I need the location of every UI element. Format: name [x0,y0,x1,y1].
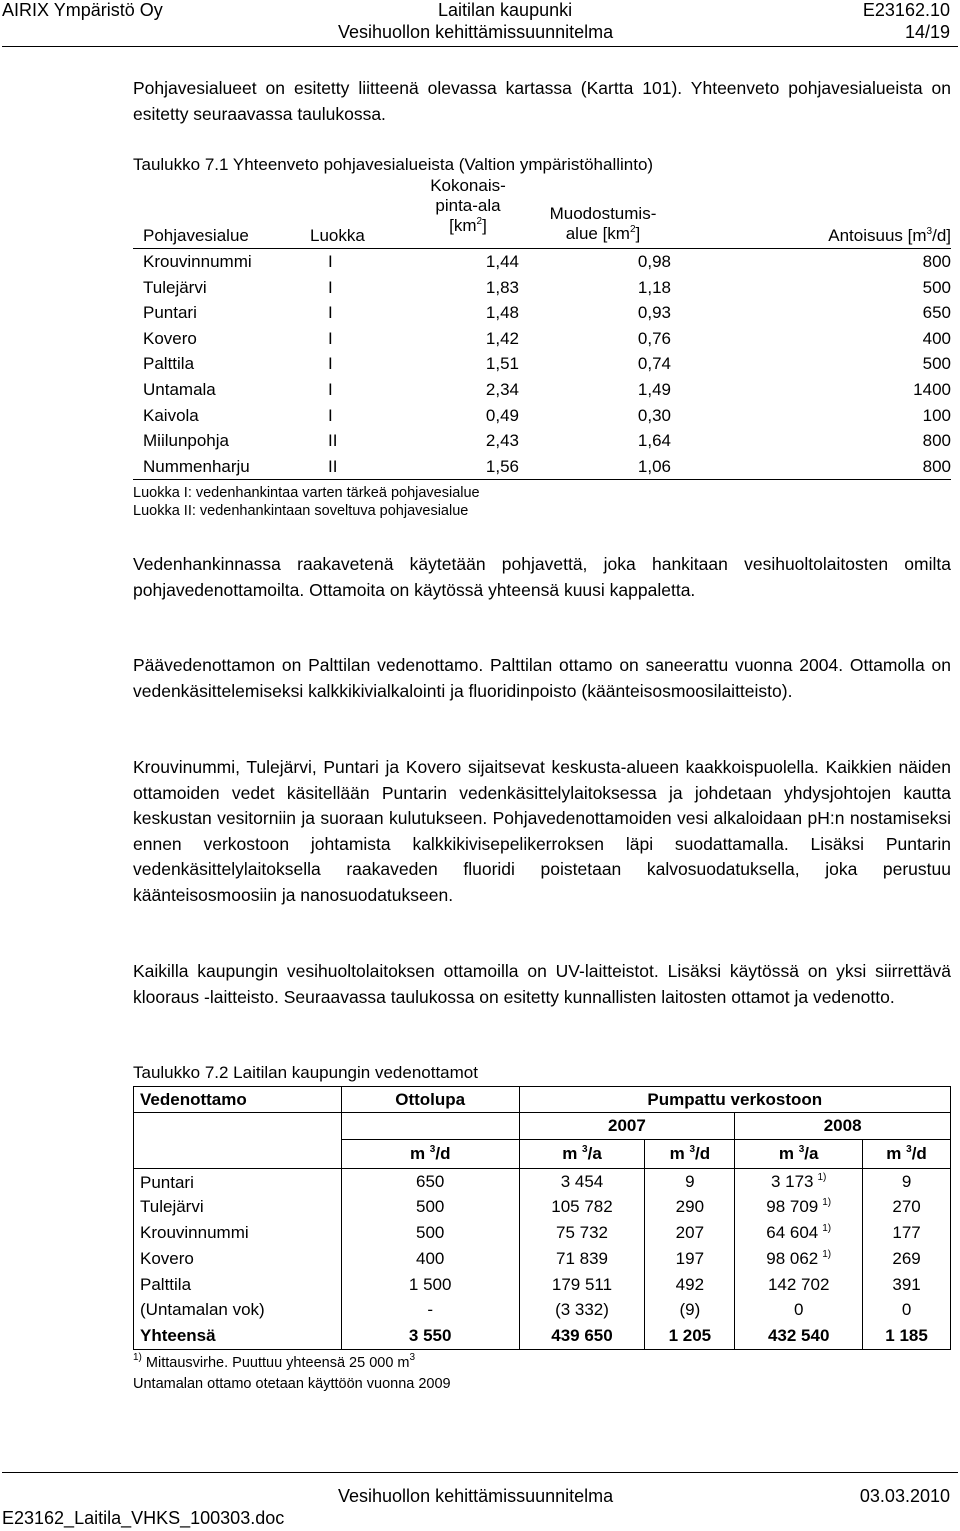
table1-cell-class: I [328,252,333,271]
table2-total-label: Yhteensä [134,1323,342,1349]
table1-header-yield: Antoisuus $[m^3/d]$ [828,226,951,245]
table2-cell-2007-year: 105 782 [519,1194,645,1220]
table1-cell-yield: 100 [922,405,951,425]
table2-unit-permit: m $^3$/d [341,1140,519,1169]
table2-cell-2008-day: 177 [863,1220,951,1246]
table2-unit-2008-d: m $^3$/d [863,1140,951,1169]
table2-header-2007: 2007 [519,1113,735,1140]
table2-cell-plant: Krouvinnummi [134,1220,342,1246]
table2-cell-2007-year: 3 454 [519,1169,645,1195]
table2-total-permit: 3 550 [341,1323,519,1349]
table2-cell-2007-day: 492 [645,1272,735,1298]
table2-value-2008-year: 98 062 [766,1248,819,1268]
table2-footnote-mark: 1) [822,1197,832,1209]
table2-cell-2007-day: 9 [645,1169,735,1195]
paragraph-main-plant: Päävedenottamon on Palttilan vedenottamo. Palttilan ottamo on saneerattu vuonna 2004. Ottamolla on vedenkäsittelemiseksi kalkkikivialkalointi ja fluoridinpoisto (käänteisosmoosilaitteisto). [133,655,951,701]
header-project-no: E23162.10 [862,0,950,20]
table1-cell-area: Puntari [143,303,197,323]
footer-date: 03.03.2010 [859,1486,950,1506]
table2-total-2008-year: 432 540 [735,1323,863,1349]
table1-cell-class: I [328,303,333,323]
table1-row [133,249,951,275]
table2-cell-2008-year [735,1220,863,1246]
table1-cell-formation-area: 0,98 [637,252,671,271]
table1-cell-formation-area: 0,30 [637,405,671,425]
table2-value-2008-year: 3 173 [770,1171,814,1191]
table1-row [133,454,951,480]
table2-cell-2007-year: 179 511 [519,1272,645,1298]
table2-value-2008-year: 64 604 [766,1222,819,1242]
table2-cell-2007-day: 197 [645,1246,735,1272]
table1-cell-formation-area: 0,76 [637,328,671,348]
table1-cell-area: Krouvinnummi [143,252,252,271]
table1-row [133,275,951,301]
table2-unit-2008-a: m $^3$/a [735,1140,863,1169]
footer-file-name: E23162_Laitila_VHKS_100303.doc [2,1508,285,1528]
table1-cell-total-area: 2,34 [485,379,519,399]
table1-body [133,249,951,479]
table1-cell-formation-area: 1,49 [637,379,671,399]
table2-caption: Taulukko 7.2 Laitilan kaupungin vedenottamot [133,1063,478,1082]
table1-cell-yield: 800 [922,456,951,476]
table2-row [134,1220,951,1246]
header-doc-title: Vesihuollon kehittämissuunnitelma [338,22,614,42]
table1-row [133,428,951,454]
table1-header-form-l2: alue $[km^2]$ [565,224,641,243]
table2-cell-permit: 1 500 [341,1272,519,1298]
table2-cell-plant: Palttila [134,1272,342,1298]
footer-doc-title: Vesihuollon kehittämissuunnitelma [338,1486,614,1506]
footer-rule [2,1472,958,1473]
table1-row [133,351,951,377]
table2-cell-permit: - [341,1297,519,1323]
table2-total-2008-day: 1 185 [863,1323,951,1349]
paragraph-treatment: Krouvinummi, Tulejärvi, Puntari ja Kovero sijaitsevat keskusta-alueen kaakkoispuolella. Kaikkien näiden ottamoiden vedet käsitellään Puntarin vedenkäsittelylaitoksessa ja johdetaan yhdysjohtojen kautta keskustan vesitorniin ja suoraan kulutukseen. Pohjavedenottamoiden vesi alkaloidaan pH:n nostamiseksi ennen verkostoon johtamista kalkkikivisepelikerroksen läpi suodattamalla. Lisäksi Puntarin vedenkäsittelylaitoksella raakaveden fluoridi poistetaan kalvosuodatuksella, joka perustuu käänteisosmoosiin ja nanosuodatukseen. [133,757,951,905]
table2-cell-plant: (Untamalan vok) [134,1297,342,1323]
table1-row [133,300,951,326]
table1-cell-area: Untamala [143,379,216,399]
table1-cell-class: II [328,431,338,451]
table2-header-permit: Ottolupa [341,1087,519,1113]
table1-cell-class: I [328,405,333,425]
table2-cell-2008-year [735,1272,863,1298]
table1-note-class1: Luokka I: vedenhankintaa varten tärkeä pohjavesialue [133,485,480,501]
table1-cell-class: I [328,277,333,297]
table1-cell-class: I [328,354,333,374]
table1-cell-yield: 800 [922,431,951,451]
table1-row [133,326,951,352]
table1-cell-area: Kaivola [143,405,199,425]
table2-cell-permit: 500 [341,1220,519,1246]
table2-cell-2008-day: 391 [863,1272,951,1298]
table1-cell-total-area: 1,56 [485,456,519,476]
table1-cell-formation-area: 0,74 [637,354,671,374]
table2-cell-permit: 400 [341,1246,519,1272]
table1-header-class: Luokka [310,226,365,245]
table2-value-2008-year: 0 [793,1300,804,1320]
table2-unit-2007-d: m $^3$/d [645,1140,735,1169]
table2-value-2008-year: 98 709 [766,1197,819,1217]
table1-notes [133,484,480,520]
table1-cell-yield: 500 [922,354,951,374]
table2-unit-2007-a: m $^3$/a [519,1140,645,1169]
table1-cell-total-area: 1,44 [485,252,519,271]
table1-header [133,176,951,248]
table2-row [134,1297,951,1323]
table1-header-total-l1: Kokonais- [430,176,506,195]
table2-footnote-mark: 1) [822,1222,832,1234]
table1-row [133,403,951,429]
table1-cell-class: I [328,379,333,399]
table1-cell-total-area: 0,49 [485,405,519,425]
table1-cell-yield: 1400 [913,379,951,399]
table2-row [134,1246,951,1272]
table1-cell-total-area: 1,42 [485,328,519,348]
table2-total-2007-day: 1 205 [645,1323,735,1349]
table2-cell-2008-day: 270 [863,1194,951,1220]
table2-cell-2008-day: 0 [863,1297,951,1323]
table2-row [134,1272,951,1298]
header-page-number: 14/19 [904,22,950,42]
table1-header-total-area [413,176,523,236]
table2-cell-2007-year: 71 839 [519,1246,645,1272]
table1-cell-formation-area: 1,06 [637,456,671,476]
table1-header-formation [528,204,678,244]
table1 [133,176,951,480]
table2-cell-2008-year [735,1297,863,1323]
table1-cell-total-area: 1,83 [485,277,519,297]
table1-caption: Taulukko 7.1 Yhteenveto pohjavesialueista (Valtion ympäristöhallinto) [133,155,654,174]
table2-value-2008-year: 142 702 [767,1274,830,1294]
table2-row [134,1169,951,1195]
table2-cell-2007-year: (3 332) [519,1297,645,1323]
table1-cell-formation-area: 0,93 [637,303,671,323]
table2-total-row [134,1323,951,1349]
table1-cell-area: Miilunpohja [143,431,229,451]
table2-row [134,1194,951,1220]
table1-cell-total-area: 2,43 [485,431,519,451]
table2-cell-2007-day: (9) [645,1297,735,1323]
table1-cell-area: Nummenharju [143,456,250,476]
table1-bottom-rule [133,479,951,480]
table2-grid [133,1086,951,1350]
table2-cell-2008-day: 269 [863,1246,951,1272]
table1-cell-class: I [328,328,333,348]
table1-cell-total-area: 1,48 [485,303,519,323]
table2-footnote-mark: 1) [822,1248,832,1260]
table1-cell-yield: 800 [922,252,951,271]
table2 [133,1086,951,1350]
table2-cell-2008-day: 9 [863,1169,951,1195]
table2-notes [133,1353,451,1395]
header-rule [2,46,958,47]
table1-cell-yield: 500 [922,277,951,297]
table1-header-total-l3: $[km^2]$ [449,216,487,235]
table2-cell-2008-year [735,1169,863,1195]
table1-cell-yield: 400 [922,328,951,348]
header-client: Laitilan kaupunki [438,0,573,20]
table2-header-2008: 2008 [735,1113,951,1140]
table2-cell-2007-day: 290 [645,1194,735,1220]
table2-cell-permit: 650 [341,1169,519,1195]
intro-paragraph: Pohjavesialueet on esitetty liitteenä olevassa kartassa (Kartta 101). Yhteenveto pohjavesialueista on esitetty seuraavassa taulukossa. [133,78,951,124]
table2-note-2: Untamalan ottamo otetaan käyttöön vuonna 2009 [133,1376,451,1392]
table1-note-class2: Luokka II: vedenhankintaan soveltuva pohjavesialue [133,503,469,519]
table2-total-2007-year: 439 650 [519,1323,645,1349]
table1-cell-area: Palttila [143,354,195,374]
table2-cell-permit: 500 [341,1194,519,1220]
table2-header-pumped: Pumpattu verkostoon [519,1087,950,1113]
table1-header-form-l1: Muodostumis- [549,204,657,223]
table2-note-1: $^{1)}$ Mittausvirhe. Puuttuu yhteensä 25 000 $m^3$ [133,1352,416,1371]
table1-cell-class: II [328,456,338,476]
table1-header-total-l2: pinta-ala [435,196,501,215]
table2-cell-plant: Puntari [134,1169,342,1195]
table2-cell-2007-year: 75 732 [519,1220,645,1246]
table1-cell-yield: 650 [922,303,951,323]
table2-cell-2008-year [735,1246,863,1272]
table2-cell-plant: Kovero [134,1246,342,1272]
paragraph-uv: Kaikilla kaupungin vesihuoltolaitoksen ottamoilla on UV-laitteistot. Lisäksi käytössä on yksi siirrettävä klooraus -laitteisto. Seuraavassa taulukossa on esitetty kunnallisten laitosten ottamot ja vedenotto. [133,961,951,1007]
table1-cell-total-area: 1,51 [485,354,519,374]
table1-cell-area: Tulejärvi [143,277,207,297]
table1-cell-formation-area: 1,64 [637,431,671,451]
table1-header-area: Pohjavesialue [143,226,249,245]
table1-row [133,377,951,403]
table2-header-plant: Vedenottamo [134,1087,342,1113]
table1-cell-area: Kovero [143,328,197,348]
table1-cell-formation-area: 1,18 [637,277,671,297]
paragraph-raw-water: Vedenhankinnassa raakavetenä käytetään pohjavettä, joka hankitaan vesihuoltolaitosten omilta pohjavedenottamoilta. Ottamoita on käytössä yhteensä kuusi kappaletta. [133,554,951,600]
table2-cell-2007-day: 207 [645,1220,735,1246]
table2-cell-2008-year [735,1194,863,1220]
table2-footnote-mark: 1) [817,1171,827,1183]
header-company: AIRIX Ympäristö Oy [2,0,163,20]
table2-cell-plant: Tulejärvi [134,1194,342,1220]
